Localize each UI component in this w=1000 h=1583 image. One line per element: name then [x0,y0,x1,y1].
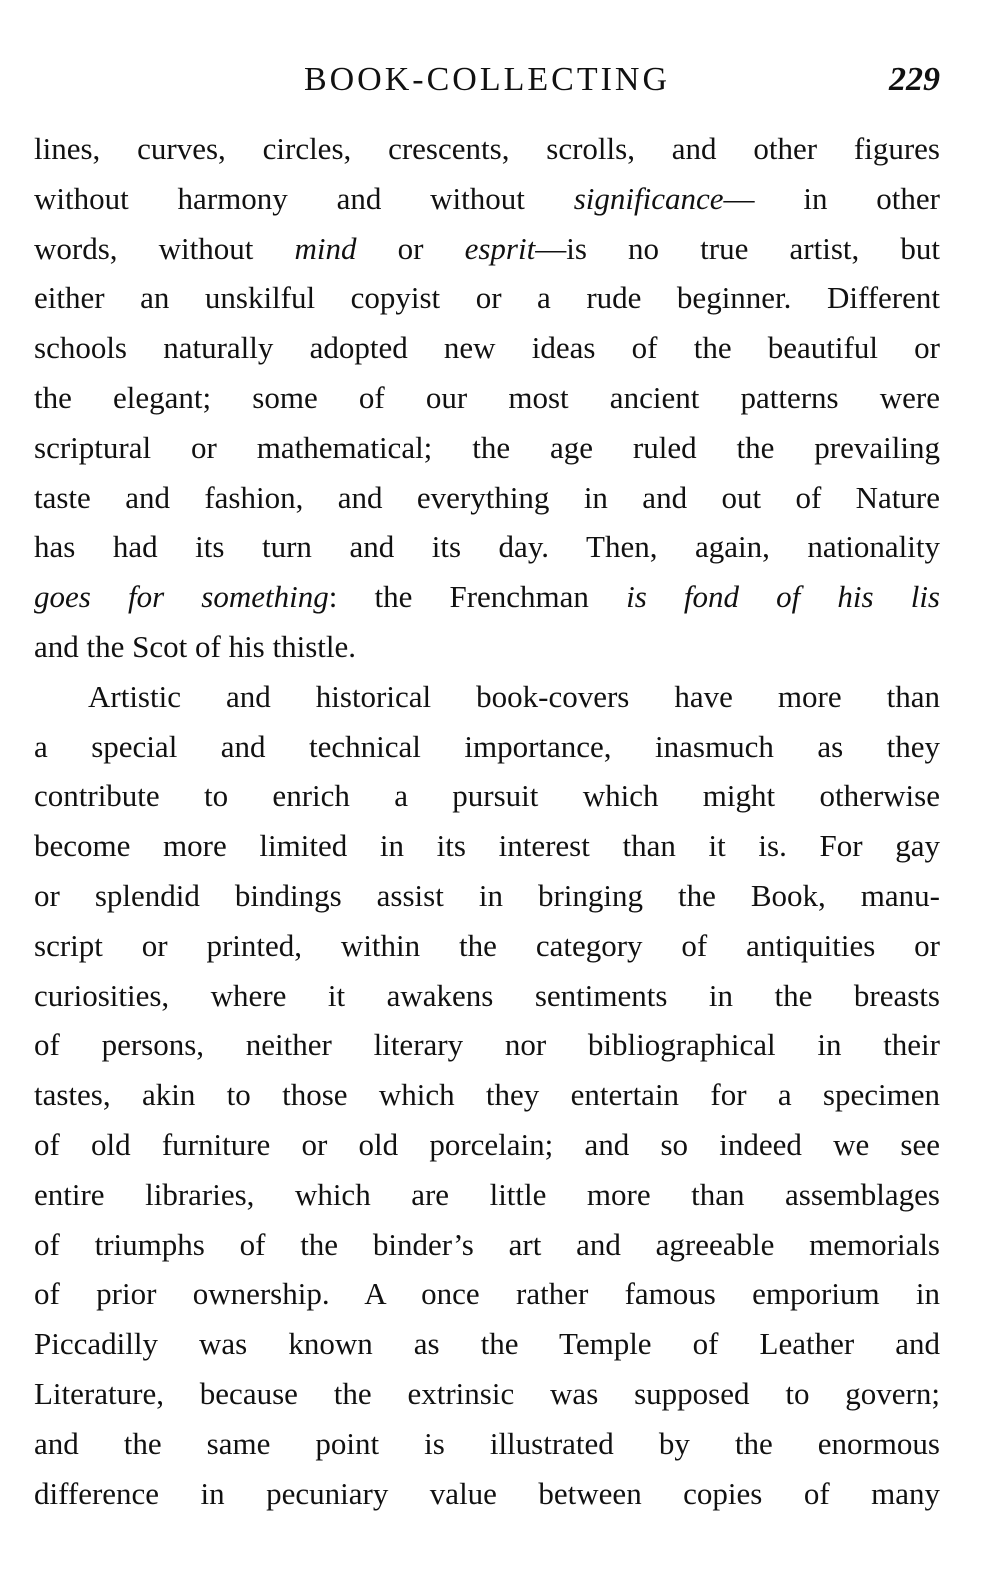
text-line: the elegant; some of our most ancient patterns were [34,379,940,415]
text-line [34,224,940,274]
text-line: or splendid bindings assist in bringing the Book, manu- [34,877,940,913]
italic-word: significance [573,180,724,216]
text-line: of persons, neither literary nor bibliographical in their [34,1027,940,1063]
text-line: become more limited in its interest than it is. For gay [34,828,940,864]
paragraph-2 [34,672,940,1519]
text-line: of old furniture or old porcelain; and so indeed we see [34,1126,940,1162]
italic-word: lis [910,579,940,615]
italic-word: is fond of his [626,579,911,615]
text-line: curiosities, where it awakens sentiments in the breasts [34,977,940,1013]
text-line: and the Scot of his thistle. [34,628,357,664]
text-line: a special and technical importance, inasmuch as they [34,728,940,764]
text-line: Piccadilly was known as the Temple of Leather and [34,1326,940,1362]
text-line: taste and fashion, and everything in and out of Nature [34,479,940,515]
text-line: script or printed, within the category of antiquities or [34,927,940,963]
text-run: words, without [34,230,295,266]
italic-word: mind [294,230,357,266]
text-line: scriptural or mathematical; the age ruled the prevailing [34,429,940,465]
text-run: without harmony and without [34,180,574,216]
italic-word: goes for something [34,579,329,615]
running-head [34,58,940,102]
text-line [34,174,940,224]
text-line: entire libraries, which are little more than assemblages [34,1176,940,1212]
text-run: : the Frenchman [328,579,627,615]
text-line [34,572,940,622]
text-run: —is no true artist, but [535,230,940,266]
text-line: difference in pecuniary value between copies of many [34,1475,940,1511]
text-line: and the same point is illustrated by the enormous [34,1425,940,1461]
italic-word: esprit [464,230,536,266]
text-line: Literature, because the extrinsic was supposed to govern; [34,1375,940,1411]
page-number: 229 [889,61,940,98]
paragraph-1 [34,124,940,672]
text-line: tastes, akin to those which they entertain for a specimen [34,1077,940,1113]
text-line: of triumphs of the binder’s art and agreeable memorials [34,1226,940,1262]
text-run: — in other [723,180,940,216]
text-line: contribute to enrich a pursuit which might otherwise [34,778,940,814]
text-line: has had its turn and its day. Then, again, nationality [34,529,940,565]
text-run: or [356,230,465,266]
text-line: lines, curves, circles, crescents, scrolls, and other figures [34,131,940,166]
running-title: BOOK-COLLECTING [303,61,671,98]
text-line: either an unskilful copyist or a rude beginner. Different [34,280,940,316]
body-text [34,124,940,1518]
text-line: of prior ownership. A once rather famous emporium in [34,1276,940,1312]
text-line: schools naturally adopted new ideas of the beautiful or [34,330,940,366]
text-line: Artistic and historical book-covers have more than [88,678,940,714]
